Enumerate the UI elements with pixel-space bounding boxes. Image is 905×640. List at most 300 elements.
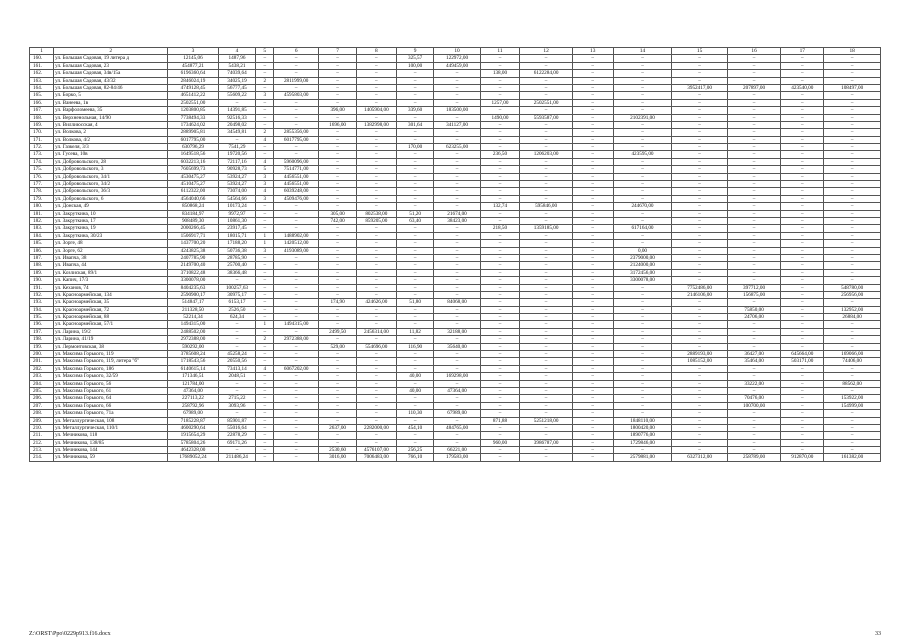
- value-cell: –: [520, 210, 572, 217]
- row-number: 168.: [30, 114, 54, 121]
- value-cell: –: [480, 402, 520, 409]
- value-cell: –: [613, 365, 672, 372]
- value-cell: –: [613, 306, 672, 313]
- value-cell: –: [274, 387, 319, 394]
- value-cell: 4509476,00: [274, 195, 319, 202]
- value-cell: –: [434, 240, 480, 247]
- value-cell: –: [824, 365, 881, 372]
- value-cell: –: [727, 225, 780, 232]
- value-cell: –: [256, 432, 274, 439]
- value-cell: 35464,00: [727, 358, 780, 365]
- value-cell: –: [727, 173, 780, 180]
- value-cell: 211328,50: [168, 306, 218, 313]
- row-number: 174.: [30, 158, 54, 165]
- value-cell: –: [274, 343, 319, 350]
- value-cell: 2715,22: [218, 395, 256, 402]
- value-cell: –: [520, 447, 572, 454]
- value-cell: –: [480, 277, 520, 284]
- value-cell: –: [520, 217, 572, 224]
- document-page: [29, 47, 881, 462]
- value-cell: –: [824, 217, 881, 224]
- value-cell: 3: [256, 247, 274, 254]
- value-cell: 6067202,00: [274, 365, 319, 372]
- value-cell: –: [613, 284, 672, 291]
- value-cell: –: [319, 262, 357, 269]
- value-cell: –: [613, 410, 672, 417]
- value-cell: –: [613, 336, 672, 343]
- value-cell: –: [480, 232, 520, 239]
- value-cell: 75850,00: [727, 306, 780, 313]
- value-cell: –: [356, 158, 396, 165]
- value-cell: –: [727, 240, 780, 247]
- value-cell: 4: [256, 188, 274, 195]
- value-cell: –: [520, 402, 572, 409]
- value-cell: –: [396, 70, 434, 77]
- value-cell: –: [274, 402, 319, 409]
- row-number: 163.: [30, 77, 54, 84]
- value-cell: –: [672, 380, 728, 387]
- value-cell: –: [274, 210, 319, 217]
- value-cell: –: [672, 328, 728, 335]
- row-number: 201.: [30, 358, 54, 365]
- value-cell: 802538,00: [356, 210, 396, 217]
- value-cell: –: [572, 121, 613, 128]
- value-cell: –: [434, 351, 480, 358]
- value-cell: –: [434, 114, 480, 121]
- value-cell: –: [824, 166, 881, 173]
- value-cell: 960,00: [480, 439, 520, 446]
- value-cell: –: [396, 92, 434, 99]
- value-cell: –: [480, 181, 520, 188]
- value-cell: 35640,00: [434, 343, 480, 350]
- value-cell: –: [319, 129, 357, 136]
- row-number: 165.: [30, 92, 54, 99]
- value-cell: 153922,00: [824, 395, 881, 402]
- value-cell: 218,50: [480, 225, 520, 232]
- column-number: 12: [520, 48, 572, 55]
- value-cell: –: [256, 114, 274, 121]
- value-cell: 25700,40: [218, 262, 256, 269]
- value-cell: –: [781, 247, 824, 254]
- value-cell: –: [727, 328, 780, 335]
- row-number: 160.: [30, 55, 54, 62]
- value-cell: –: [672, 195, 728, 202]
- column-number: 18: [824, 48, 881, 55]
- value-cell: –: [613, 107, 672, 114]
- value-cell: –: [572, 314, 613, 321]
- file-path: Z:\ORST\Ppo\0229p913.f16.docx: [29, 631, 111, 637]
- value-cell: 156875,00: [727, 291, 780, 298]
- value-cell: –: [613, 92, 672, 99]
- value-cell: –: [434, 432, 480, 439]
- value-cell: 38366,48: [218, 269, 256, 276]
- column-number: 13: [572, 48, 613, 55]
- value-cell: 24706,00: [727, 314, 780, 321]
- value-cell: –: [672, 210, 728, 217]
- table-row: [30, 151, 881, 158]
- value-cell: –: [781, 262, 824, 269]
- table-row: [30, 144, 881, 151]
- value-cell: –: [572, 262, 613, 269]
- row-number: 196.: [30, 321, 54, 328]
- value-cell: 1494315,00: [274, 321, 319, 328]
- address-cell: ул. Закруткина, 19: [54, 225, 168, 232]
- value-cell: –: [480, 240, 520, 247]
- value-cell: –: [319, 62, 357, 69]
- value-cell: 2972388,00: [274, 336, 319, 343]
- value-cell: –: [434, 291, 480, 298]
- value-cell: 1487,96: [218, 55, 256, 62]
- value-cell: –: [480, 447, 520, 454]
- value-cell: –: [396, 432, 434, 439]
- value-cell: –: [396, 77, 434, 84]
- value-cell: –: [480, 77, 520, 84]
- value-cell: –: [319, 336, 357, 343]
- value-cell: 1734624,02: [168, 121, 218, 128]
- value-cell: –: [727, 269, 780, 276]
- value-cell: –: [781, 232, 824, 239]
- value-cell: 2379000,00: [613, 254, 672, 261]
- value-cell: 100700,00: [727, 402, 780, 409]
- value-cell: –: [274, 358, 319, 365]
- value-cell: 161382,00: [824, 454, 881, 461]
- value-cell: 211486,24: [218, 454, 256, 461]
- value-cell: –: [727, 417, 780, 424]
- value-cell: –: [319, 365, 357, 372]
- table-row: [30, 181, 881, 188]
- value-cell: –: [396, 240, 434, 247]
- value-cell: –: [727, 254, 780, 261]
- value-cell: 1506917,71: [168, 232, 218, 239]
- value-cell: 4510475,27: [168, 181, 218, 188]
- value-cell: –: [520, 188, 572, 195]
- address-cell: ул. Максима Горького, 119, литера "б": [54, 358, 168, 365]
- value-cell: –: [727, 247, 780, 254]
- value-cell: –: [572, 395, 613, 402]
- row-number: 210.: [30, 424, 54, 431]
- value-cell: –: [356, 195, 396, 202]
- value-cell: –: [824, 387, 881, 394]
- table-row: [30, 387, 881, 394]
- value-cell: –: [356, 232, 396, 239]
- value-cell: –: [572, 188, 613, 195]
- value-cell: 1203800,85: [168, 107, 218, 114]
- value-cell: –: [572, 114, 613, 121]
- value-cell: –: [274, 299, 319, 306]
- value-cell: –: [781, 343, 824, 350]
- value-cell: –: [824, 254, 881, 261]
- table-row: [30, 439, 881, 446]
- value-cell: –: [613, 188, 672, 195]
- value-cell: 38423,00: [434, 217, 480, 224]
- value-cell: –: [274, 84, 319, 91]
- value-cell: –: [319, 373, 357, 380]
- row-number: 213.: [30, 447, 54, 454]
- value-cell: –: [274, 454, 319, 461]
- value-cell: –: [434, 173, 480, 180]
- value-cell: 116,90: [396, 343, 434, 350]
- table-row: [30, 62, 881, 69]
- value-cell: 514847,17: [168, 299, 218, 306]
- value-cell: –: [274, 328, 319, 335]
- value-cell: –: [319, 314, 357, 321]
- value-cell: –: [613, 210, 672, 217]
- value-cell: 85901,87: [218, 417, 256, 424]
- value-cell: 1490,00: [480, 114, 520, 121]
- value-cell: –: [319, 432, 357, 439]
- value-cell: 3: [256, 92, 274, 99]
- value-cell: 100,00: [396, 62, 434, 69]
- value-cell: –: [727, 343, 780, 350]
- value-cell: –: [781, 114, 824, 121]
- row-number: 173.: [30, 151, 54, 158]
- address-cell: ул. Зорге, 48: [54, 240, 168, 247]
- table-row: [30, 373, 881, 380]
- value-cell: –: [319, 84, 357, 91]
- value-cell: –: [434, 232, 480, 239]
- column-number: 6: [274, 48, 319, 55]
- column-number: 8: [356, 48, 396, 55]
- value-cell: –: [672, 254, 728, 261]
- value-cell: –: [572, 92, 613, 99]
- value-cell: –: [781, 129, 824, 136]
- value-cell: 1890776,00: [613, 432, 672, 439]
- value-cell: 258789,00: [727, 454, 780, 461]
- value-cell: –: [356, 92, 396, 99]
- value-cell: –: [672, 55, 728, 62]
- row-number: 170.: [30, 129, 54, 136]
- value-cell: 3986787,00: [520, 439, 572, 446]
- value-cell: –: [434, 395, 480, 402]
- value-cell: –: [781, 328, 824, 335]
- value-cell: 2889905,81: [168, 129, 218, 136]
- value-cell: –: [319, 173, 357, 180]
- value-cell: –: [396, 232, 434, 239]
- value-cell: –: [781, 225, 824, 232]
- value-cell: –: [824, 336, 881, 343]
- column-number: 5: [256, 48, 274, 55]
- value-cell: –: [613, 173, 672, 180]
- value-cell: –: [781, 62, 824, 69]
- value-cell: 50736,38: [218, 247, 256, 254]
- value-cell: –: [520, 121, 572, 128]
- value-cell: –: [434, 136, 480, 143]
- row-number: 162.: [30, 70, 54, 77]
- value-cell: –: [434, 277, 480, 284]
- value-cell: –: [613, 55, 672, 62]
- address-cell: ул. Верхненольная, 14/90: [54, 114, 168, 121]
- column-number: 14: [613, 48, 672, 55]
- value-cell: 154999,00: [824, 402, 881, 409]
- value-cell: –: [781, 70, 824, 77]
- column-number: 16: [727, 48, 780, 55]
- value-cell: –: [824, 328, 881, 335]
- value-cell: –: [480, 365, 520, 372]
- value-cell: –: [727, 188, 780, 195]
- value-cell: –: [781, 417, 824, 424]
- value-cell: 5785804,26: [168, 439, 218, 446]
- value-cell: –: [319, 291, 357, 298]
- value-cell: –: [218, 99, 256, 106]
- value-cell: –: [520, 454, 572, 461]
- value-cell: –: [613, 387, 672, 394]
- value-cell: –: [396, 417, 434, 424]
- value-cell: –: [356, 247, 396, 254]
- value-cell: –: [274, 417, 319, 424]
- value-cell: –: [727, 447, 780, 454]
- value-cell: –: [572, 380, 613, 387]
- value-cell: –: [824, 129, 881, 136]
- value-cell: –: [613, 321, 672, 328]
- row-number: 180.: [30, 203, 54, 210]
- value-cell: –: [256, 439, 274, 446]
- value-cell: –: [480, 410, 520, 417]
- row-number: 172.: [30, 144, 54, 151]
- value-cell: –: [274, 217, 319, 224]
- table-row: [30, 247, 881, 254]
- row-number: 182.: [30, 217, 54, 224]
- table-row: [30, 395, 881, 402]
- column-number: 9: [396, 48, 434, 55]
- value-cell: 227113,22: [168, 395, 218, 402]
- value-cell: 6039248,00: [274, 188, 319, 195]
- address-cell: ул. Максима Горького, 32/59: [54, 373, 168, 380]
- value-cell: 4: [256, 136, 274, 143]
- table-row: [30, 99, 881, 106]
- value-cell: –: [274, 70, 319, 77]
- value-cell: –: [274, 291, 319, 298]
- value-cell: –: [319, 439, 357, 446]
- table-row: [30, 402, 881, 409]
- value-cell: 859205,00: [356, 217, 396, 224]
- value-cell: –: [434, 195, 480, 202]
- value-cell: 36427,00: [727, 351, 780, 358]
- value-cell: –: [356, 410, 396, 417]
- value-cell: 4595803,00: [274, 92, 319, 99]
- value-cell: 1729846,00: [613, 439, 672, 446]
- value-cell: –: [824, 151, 881, 158]
- value-cell: 169298,00: [434, 373, 480, 380]
- value-cell: 2048,51: [218, 373, 256, 380]
- value-cell: 6122284,00: [520, 70, 572, 77]
- value-cell: –: [572, 232, 613, 239]
- value-cell: 424626,00: [356, 299, 396, 306]
- value-cell: –: [356, 351, 396, 358]
- value-cell: –: [356, 380, 396, 387]
- value-cell: –: [256, 328, 274, 335]
- value-cell: 26884,00: [824, 314, 881, 321]
- value-cell: –: [434, 84, 480, 91]
- value-cell: –: [319, 247, 357, 254]
- value-cell: –: [672, 173, 728, 180]
- value-cell: –: [319, 254, 357, 261]
- value-cell: –: [480, 262, 520, 269]
- value-cell: –: [781, 55, 824, 62]
- value-cell: 11,82: [396, 328, 434, 335]
- value-cell: 6017795,00: [274, 136, 319, 143]
- value-cell: 339,60: [396, 107, 434, 114]
- row-number: 195.: [30, 314, 54, 321]
- value-cell: –: [520, 262, 572, 269]
- value-cell: 4564040,66: [168, 195, 218, 202]
- table-row: [30, 380, 881, 387]
- value-cell: –: [480, 424, 520, 431]
- value-cell: –: [672, 129, 728, 136]
- value-cell: –: [480, 432, 520, 439]
- table-row: [30, 277, 881, 284]
- value-cell: –: [672, 424, 728, 431]
- value-cell: –: [727, 107, 780, 114]
- value-cell: 548780,00: [824, 284, 881, 291]
- value-cell: –: [520, 92, 572, 99]
- value-cell: –: [256, 203, 274, 210]
- value-cell: –: [274, 151, 319, 158]
- value-cell: 67989,00: [168, 410, 218, 417]
- value-cell: 5593587,00: [520, 114, 572, 121]
- value-cell: –: [672, 395, 728, 402]
- value-cell: –: [218, 328, 256, 335]
- value-cell: –: [727, 92, 780, 99]
- value-cell: –: [434, 247, 480, 254]
- value-cell: –: [672, 262, 728, 269]
- value-cell: 766,10: [396, 454, 434, 461]
- value-cell: –: [572, 351, 613, 358]
- value-cell: –: [396, 314, 434, 321]
- value-cell: –: [520, 144, 572, 151]
- value-cell: –: [480, 321, 520, 328]
- value-cell: –: [781, 144, 824, 151]
- row-number: 181.: [30, 210, 54, 217]
- value-cell: 1382998,00: [356, 121, 396, 128]
- value-cell: –: [672, 402, 728, 409]
- value-cell: –: [520, 299, 572, 306]
- value-cell: 56777,45: [218, 84, 256, 91]
- value-cell: –: [781, 314, 824, 321]
- row-number: 171.: [30, 136, 54, 143]
- value-cell: 2811999,00: [274, 77, 319, 84]
- value-cell: –: [520, 277, 572, 284]
- value-cell: –: [824, 136, 881, 143]
- value-cell: –: [572, 70, 613, 77]
- value-cell: –: [356, 254, 396, 261]
- page-number: 33: [875, 631, 881, 637]
- value-cell: –: [319, 395, 357, 402]
- address-cell: ул. Максима Горького, 56: [54, 380, 168, 387]
- value-cell: –: [572, 225, 613, 232]
- value-cell: –: [781, 284, 824, 291]
- value-cell: –: [672, 240, 728, 247]
- value-cell: –: [396, 195, 434, 202]
- value-cell: 2102391,00: [613, 114, 672, 121]
- value-cell: –: [356, 84, 396, 91]
- address-cell: ул. Ивапча, 38: [54, 254, 168, 261]
- value-cell: –: [672, 158, 728, 165]
- value-cell: –: [274, 306, 319, 313]
- value-cell: –: [520, 291, 572, 298]
- address-cell: ул. Большая Садовая, 23: [54, 62, 168, 69]
- value-cell: –: [520, 166, 572, 173]
- value-cell: –: [520, 306, 572, 313]
- address-cell: ул. Красноармейская, 35: [54, 299, 168, 306]
- value-cell: –: [319, 380, 357, 387]
- value-cell: –: [727, 121, 780, 128]
- address-cell: ул. Зорге, 62: [54, 247, 168, 254]
- value-cell: –: [356, 277, 396, 284]
- table-row: [30, 424, 881, 431]
- value-cell: –: [672, 144, 728, 151]
- value-cell: –: [672, 447, 728, 454]
- value-cell: –: [672, 439, 728, 446]
